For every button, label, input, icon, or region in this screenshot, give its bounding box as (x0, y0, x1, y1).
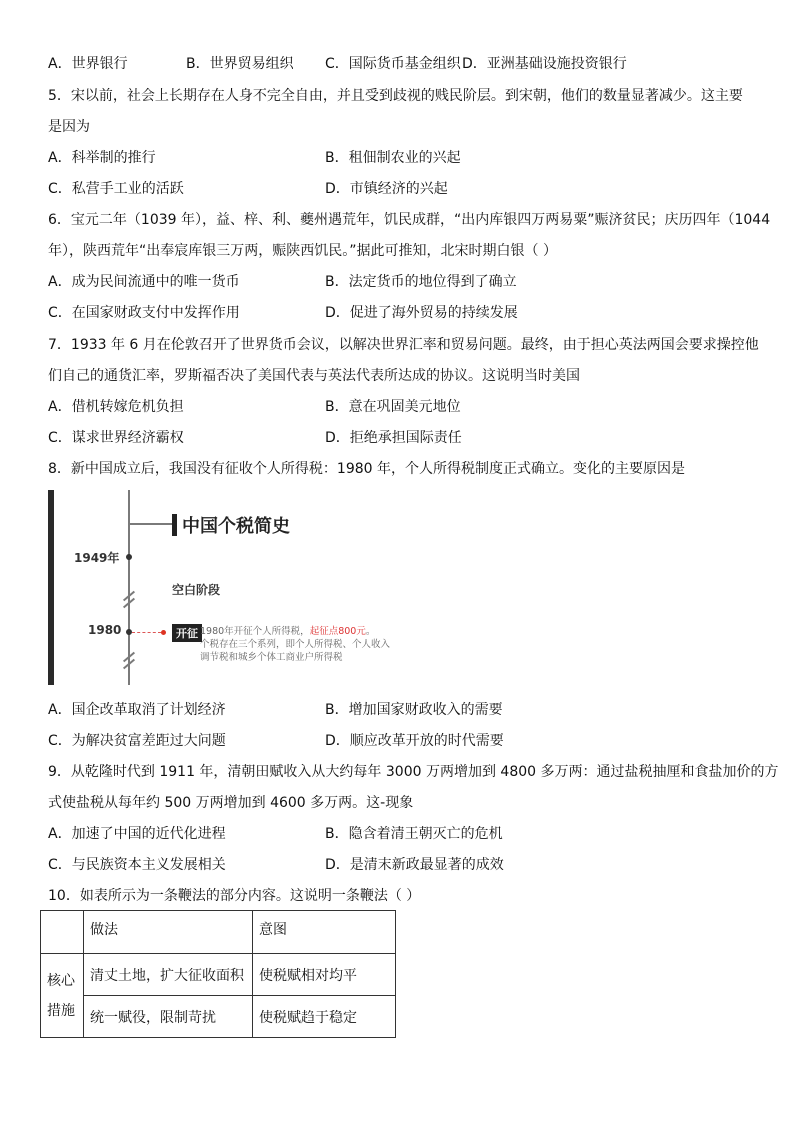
year-1949-dot (126, 554, 132, 560)
q5-option-b[interactable]: B．租佃制农业的兴起 (325, 150, 461, 166)
q9-option-b[interactable]: B．隐含着清王朝灭亡的危机 (325, 826, 503, 842)
q7-option-a[interactable]: A．借机转嫁危机负担 (48, 399, 184, 415)
table-cell: 使税赋趋于稳定 (253, 996, 396, 1038)
desc-line1-c: 。 (365, 626, 376, 637)
row-label-line1: 核心 (47, 972, 75, 989)
q9-option-c[interactable]: C．与民族资本主义发展相关 (48, 857, 226, 873)
table-header-row (41, 911, 396, 954)
connector-dash (132, 632, 161, 633)
q6-option-c[interactable]: C．在国家财政支付中发挥作用 (48, 305, 240, 321)
desc-threshold: 起征点800元 (309, 626, 366, 637)
q8-stem-line1: 8．新中国成立后，我国没有征收个人所得税：1980 年，个人所得税制度正式确立。变化的主要原因是 (48, 461, 685, 477)
q9-option-d[interactable]: D．是清末新政最显著的成效 (325, 857, 504, 873)
q9-stem-line1: 9．从乾隆时代到 1911 年，清朝田赋收入从大约每年 3000 万两增加到 4800 多万两：通过盐税抽厘和食盐加价的方 (48, 764, 779, 780)
q5-option-d[interactable]: D．市镇经济的兴起 (325, 181, 448, 197)
q5-stem-line1: 5．宋以前，社会上长期存在人身不完全自由，并且受到歧视的贱民阶层。到宋朝，他们的数量显著减少。这主要 (48, 88, 743, 104)
q8-option-b[interactable]: B．增加国家财政收入的需要 (325, 702, 503, 718)
tax-history-figure (48, 490, 400, 685)
table-row (41, 996, 396, 1038)
q6-option-b[interactable]: B．法定货币的地位得到了确立 (325, 274, 517, 290)
table-header-cell: 意图 (253, 911, 396, 954)
q9-option-a[interactable]: A．加速了中国的近代化进程 (48, 826, 226, 842)
desc-line1-a: 1980年开征个人所得税， (200, 626, 310, 637)
q4-option-b[interactable]: B．世界贸易组织 (186, 56, 294, 72)
q4-option-a[interactable]: A．世界银行 (48, 56, 128, 72)
figure-description (200, 625, 390, 664)
q7-option-c[interactable]: C．谋求世界经济霸权 (48, 430, 184, 446)
figure-title: 中国个税简史 (182, 516, 290, 537)
table-cell: 使税赋相对均平 (253, 954, 396, 996)
q8-option-a[interactable]: A．国企改革取消了计划经济 (48, 702, 226, 718)
q6-stem-line1: 6．宝元二年（1039 年），益、梓、利、夔州遇荒年，饥民成群，“出内库银四万两易粟”赈济贫民；庆历四年（1044 (48, 212, 771, 228)
year-1949-label: 1949年 (74, 551, 120, 565)
q9-stem-line2: 式使盐税从每年约 500 万两增加到 4600 多万两。这-现象 (48, 795, 414, 811)
q7-stem-line2: 们自己的通货汇率，罗斯福否决了美国代表与英法代表所达成的协议。这说明当时美国 (48, 368, 580, 384)
q6-option-d[interactable]: D．促进了海外贸易的持续发展 (325, 305, 518, 321)
q8-option-d[interactable]: D．顺应改革开放的时代需要 (325, 733, 504, 749)
desc-line3: 调节税和城乡个体工商业户所得税 (200, 652, 343, 663)
q7-option-d[interactable]: D．拒绝承担国际责任 (325, 430, 462, 446)
title-marker (172, 514, 177, 536)
blank-stage-label: 空白阶段 (172, 583, 221, 597)
year-1980-label: 1980 (88, 623, 122, 637)
row-label-line2: 措施 (47, 1002, 75, 1019)
row-label-cell (41, 954, 84, 1038)
levy-tag: 开征 (172, 624, 202, 642)
title-connector (130, 523, 172, 525)
table-header-cell: 做法 (84, 911, 253, 954)
q6-option-a[interactable]: A．成为民间流通中的唯一货币 (48, 274, 240, 290)
table-cell: 统一赋役，限制苛扰 (84, 996, 253, 1038)
q8-option-c[interactable]: C．为解决贫富差距过大问题 (48, 733, 226, 749)
q5-option-c[interactable]: C．私营手工业的活跃 (48, 181, 184, 197)
q4-option-d[interactable]: D．亚洲基础设施投资银行 (462, 56, 627, 72)
desc-line1 (200, 625, 390, 638)
q7-option-b[interactable]: B．意在巩固美元地位 (325, 399, 461, 415)
q4-option-c[interactable]: C．国际货币基金组织 (325, 56, 461, 72)
table-row (41, 954, 396, 996)
q10-stem-line1: 10．如表所示为一条鞭法的部分内容。这说明一条鞭法（ ） (48, 888, 421, 904)
desc-line2: 个税存在三个系列，即个人所得税、个人收入 (200, 639, 391, 650)
highlight-dot (161, 630, 166, 635)
table-header-cell (41, 911, 84, 954)
q5-option-a[interactable]: A．科举制的推行 (48, 150, 156, 166)
q7-stem-line1: 7．1933 年 6 月在伦敦召开了世界货币会议，以解决世界汇率和贸易问题。最终，由于担心英法两国会要求操控他 (48, 337, 759, 353)
q5-stem-line2: 是因为 (48, 119, 90, 135)
table-cell: 清丈土地，扩大征收面积 (84, 954, 253, 996)
q6-stem-line2: 年），陕西荒年“出奉宸库银三万两，赈陕西饥民。”据此可推知，北宋时期白银（ ） (48, 243, 557, 259)
single-whip-table (40, 910, 396, 1038)
figure-left-bar (48, 490, 54, 685)
